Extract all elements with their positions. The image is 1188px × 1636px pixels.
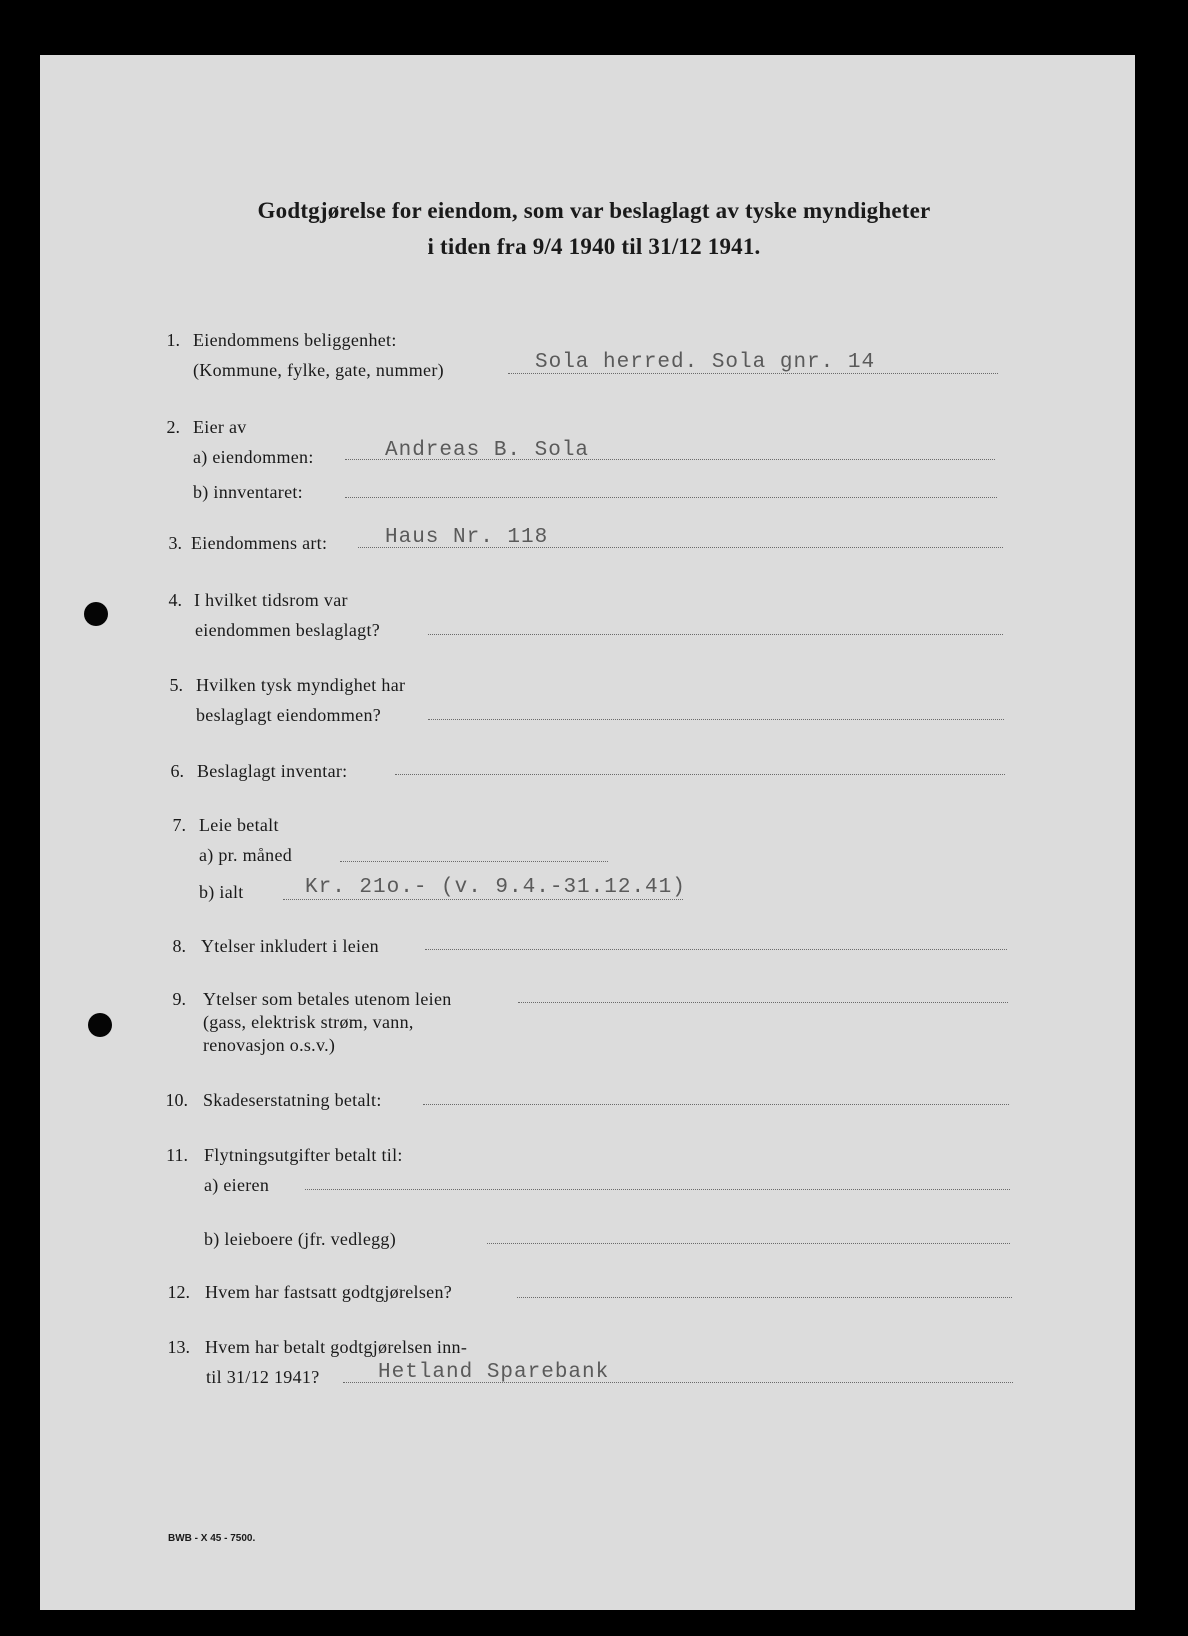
item-sublabel: b) innventaret: bbox=[193, 482, 303, 502]
answer-line bbox=[428, 634, 1003, 635]
answer-line bbox=[345, 497, 997, 498]
answer-value: Hetland Sparebank bbox=[378, 1361, 610, 1384]
answer-value: Haus Nr. 118 bbox=[385, 526, 549, 549]
punch-hole-top bbox=[84, 602, 108, 626]
item-label: beslaglagt eiendommen? bbox=[196, 705, 382, 725]
item-label: Eiendommens art: bbox=[191, 533, 328, 553]
item-number: 11. bbox=[166, 1145, 188, 1165]
form-title-line1: Godtgjørelse for eiendom, som var beslaglagt av tyske myndigheter bbox=[257, 198, 931, 223]
item-sublabel: a) pr. måned bbox=[199, 845, 293, 865]
answer-line bbox=[395, 774, 1005, 775]
item-label: eiendommen beslaglagt? bbox=[195, 620, 381, 640]
answer-line bbox=[340, 861, 608, 862]
item-number: 3. bbox=[168, 533, 182, 553]
item-label: (gass, elektrisk strøm, vann, bbox=[203, 1012, 414, 1032]
item-label: Skadeserstatning betalt: bbox=[203, 1090, 382, 1110]
item-label: Ytelser inkludert i leien bbox=[201, 936, 379, 956]
item-number: 6. bbox=[170, 761, 184, 781]
item-label: Beslaglagt inventar: bbox=[197, 761, 348, 781]
item-sublabel: a) eieren bbox=[204, 1175, 270, 1195]
answer-line bbox=[423, 1104, 1009, 1105]
item-label: til 31/12 1941? bbox=[206, 1367, 320, 1387]
item-number: 7. bbox=[172, 815, 186, 835]
answer-line bbox=[305, 1189, 1010, 1190]
answer-line bbox=[517, 1297, 1012, 1298]
answer-value: Andreas B. Sola bbox=[385, 439, 590, 462]
item-label: Hvilken tysk myndighet har bbox=[196, 675, 406, 695]
item-label: Ytelser som betales utenom leien bbox=[203, 989, 452, 1009]
item-number: 10. bbox=[165, 1090, 188, 1110]
item-number: 1. bbox=[166, 330, 180, 350]
item-label: I hvilket tidsrom var bbox=[194, 590, 348, 610]
item-label: Eier av bbox=[193, 417, 247, 437]
item-label: (Kommune, fylke, gate, nummer) bbox=[193, 360, 444, 380]
item-number: 2. bbox=[166, 417, 180, 437]
item-label: Hvem har fastsatt godtgjørelsen? bbox=[205, 1282, 453, 1302]
print-code: BWB - X 45 - 7500. bbox=[168, 1533, 256, 1544]
form-title-line2: i tiden fra 9/4 1940 til 31/12 1941. bbox=[427, 234, 761, 259]
answer-value: Kr. 21o.- (v. 9.4.-31.12.41) bbox=[305, 876, 686, 899]
item-sublabel: a) eiendommen: bbox=[193, 447, 314, 467]
item-label: Flytningsutgifter betalt til: bbox=[204, 1145, 403, 1165]
item-label: Hvem har betalt godtgjørelsen inn- bbox=[205, 1337, 468, 1357]
punch-hole-bottom bbox=[88, 1013, 112, 1037]
item-number: 8. bbox=[172, 936, 186, 956]
item-number: 12. bbox=[167, 1282, 190, 1302]
item-number: 13. bbox=[167, 1337, 190, 1357]
answer-line bbox=[425, 949, 1007, 950]
answer-line bbox=[487, 1243, 1010, 1244]
answer-value: Sola herred. Sola gnr. 14 bbox=[535, 351, 876, 374]
item-sublabel: b) ialt bbox=[199, 882, 244, 902]
item-number: 5. bbox=[169, 675, 183, 695]
item-label: renovasjon o.s.v.) bbox=[203, 1035, 336, 1055]
answer-line bbox=[428, 719, 1004, 720]
item-number: 9. bbox=[172, 989, 186, 1009]
item-label: Leie betalt bbox=[199, 815, 279, 835]
item-label: Eiendommens beliggenhet: bbox=[193, 330, 397, 350]
item-sublabel: b) leieboere (jfr. vedlegg) bbox=[204, 1229, 397, 1249]
item-number: 4. bbox=[168, 590, 182, 610]
answer-line bbox=[518, 1002, 1008, 1003]
answer-line bbox=[283, 899, 683, 900]
